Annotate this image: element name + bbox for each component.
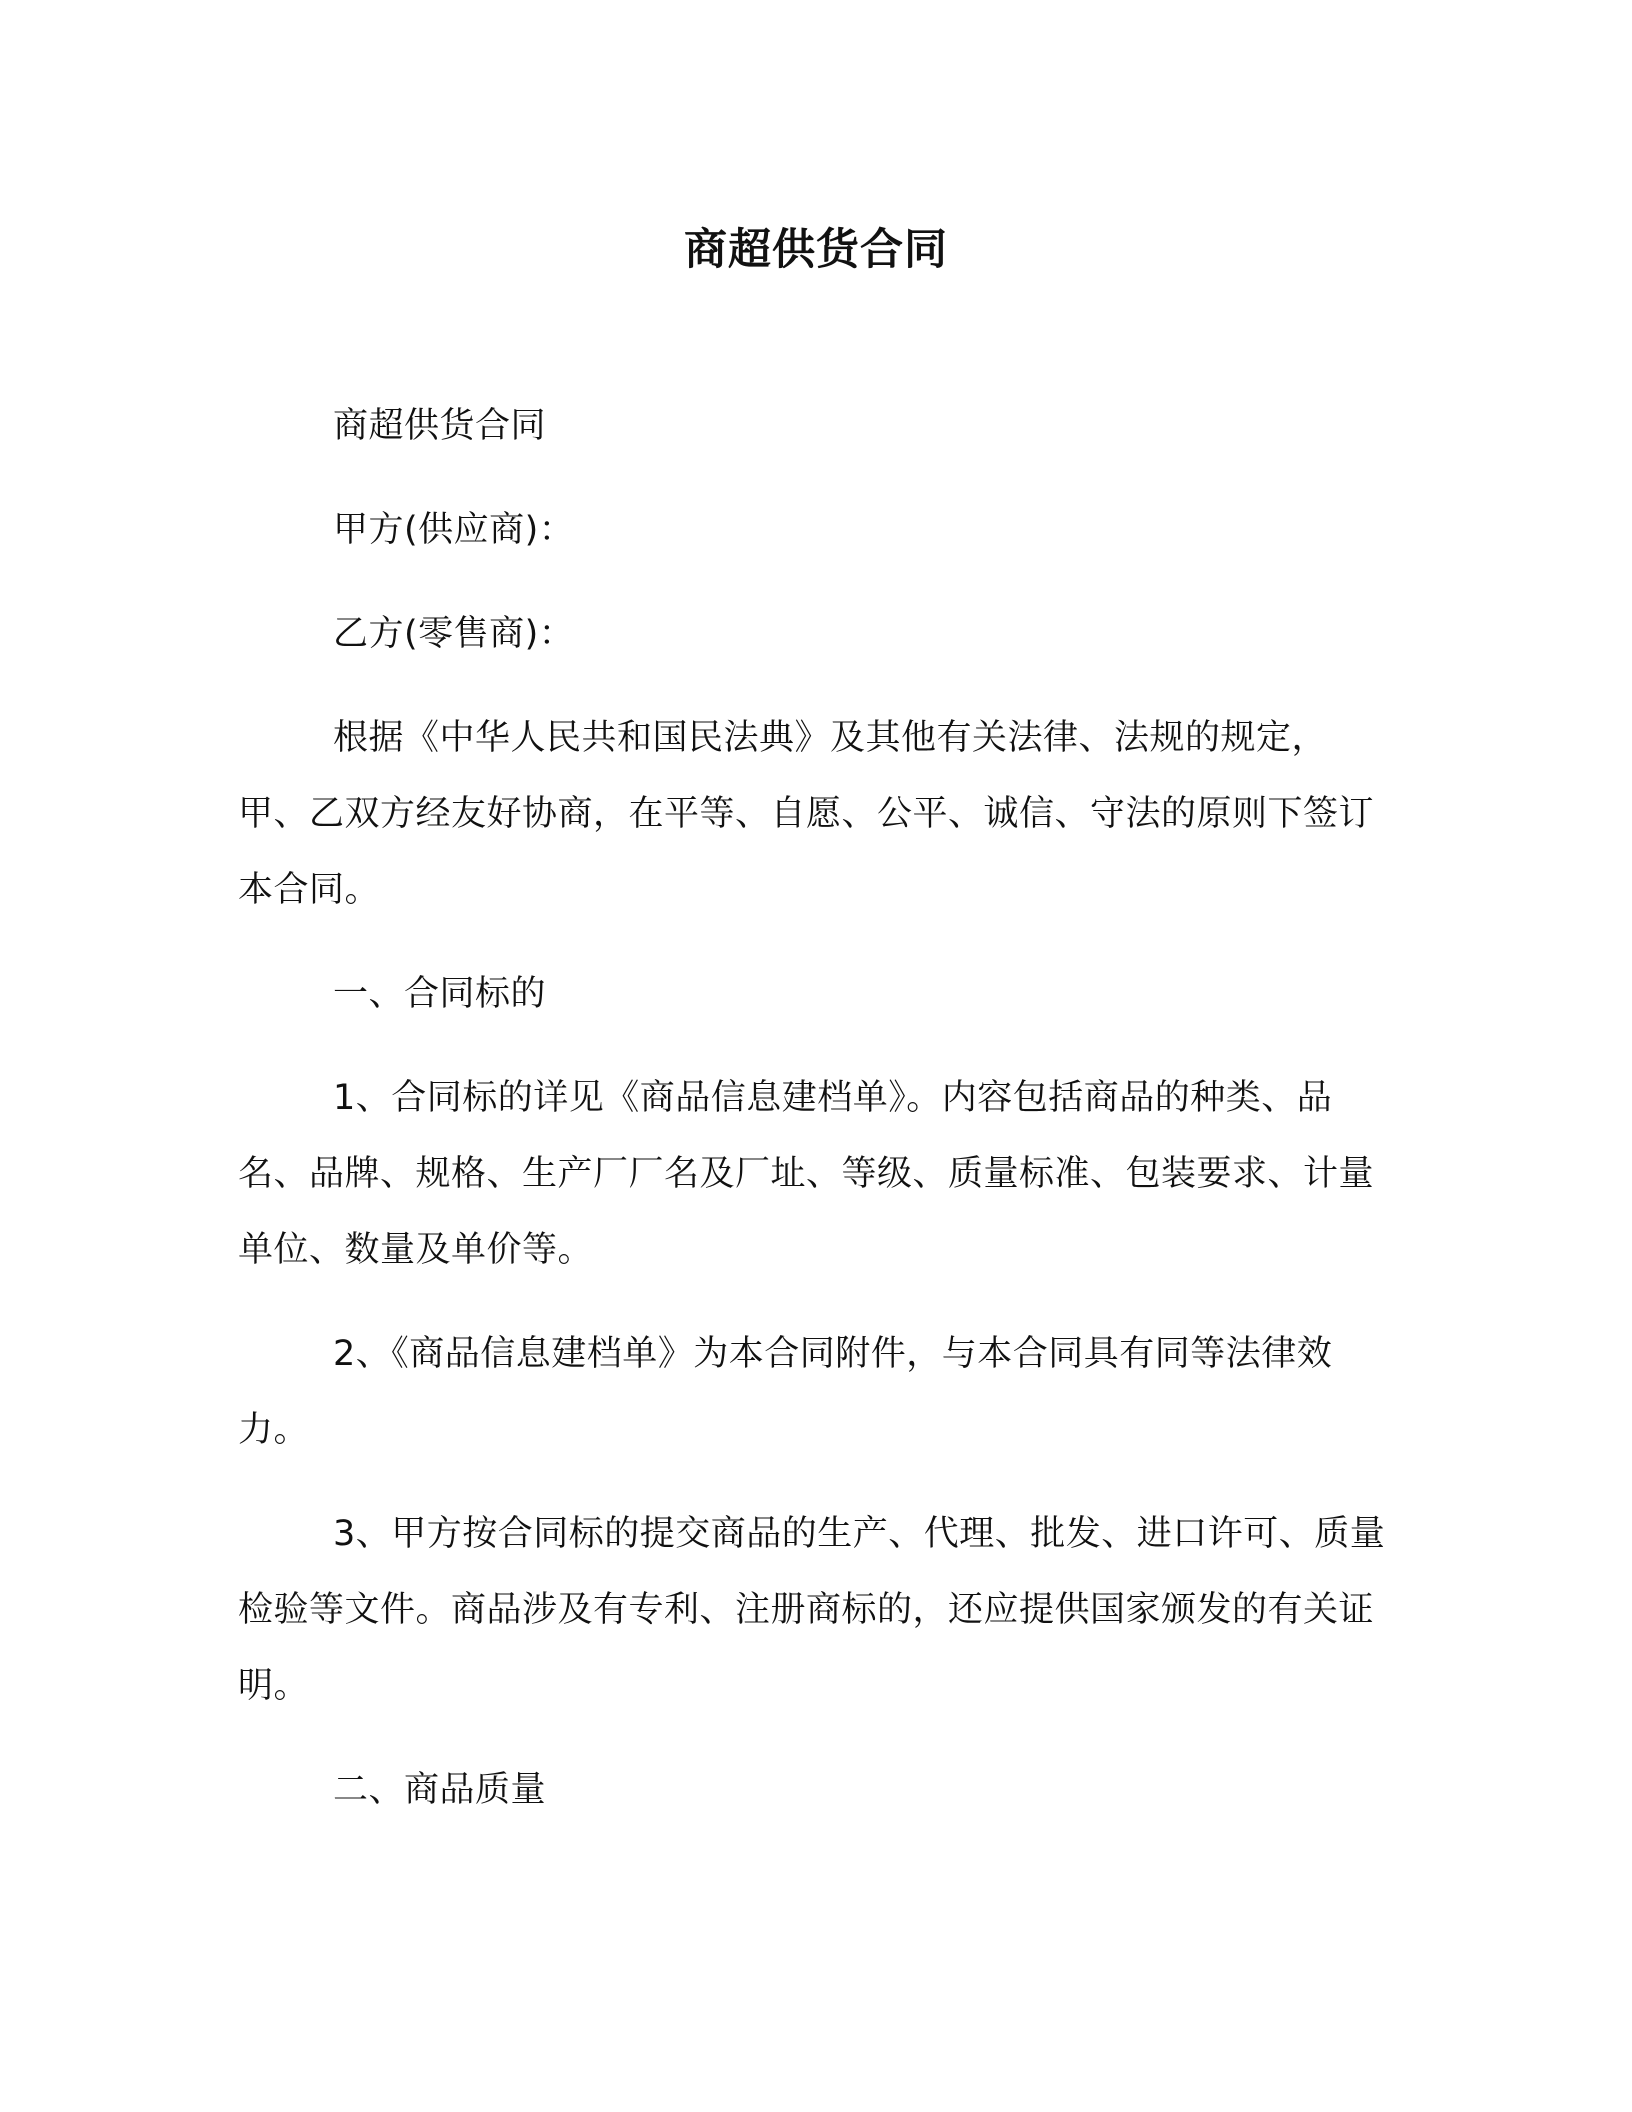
document-body <box>238 388 1388 1856</box>
party-a-line: 甲方(供应商)： <box>333 510 575 550</box>
preamble-paragraph: 根据《中华人民共和国民法典》及其他有关法律、法规的规定，甲、乙双方经友好协商，在平等、自愿、公平、诚信、守法的原则下签订本合同。 <box>238 718 1375 910</box>
clause-1-2: 2、《商品信息建档单》为本合同附件，与本合同具有同等法律效力。 <box>238 1334 1333 1450</box>
document-title: 商超供货合同 <box>684 225 948 275</box>
clause-1-1: 1、合同标的详见《商品信息建档单》。内容包括商品的种类、品名、品牌、规格、生产厂厂名及厂址、等级、质量标准、包装要求、计量单位、数量及单价等。 <box>238 1078 1375 1270</box>
section-2-heading: 二、商品质量 <box>333 1770 547 1810</box>
contract-heading: 商超供货合同 <box>333 406 547 446</box>
clause-1-3: 3、甲方按合同标的提交商品的生产、代理、批发、进口许可、质量检验等文件。商品涉及有专利、注册商标的，还应提供国家颁发的有关证明。 <box>238 1514 1386 1706</box>
section-1-heading: 一、合同标的 <box>333 974 547 1014</box>
party-b-line: 乙方(零售商)： <box>333 614 575 654</box>
